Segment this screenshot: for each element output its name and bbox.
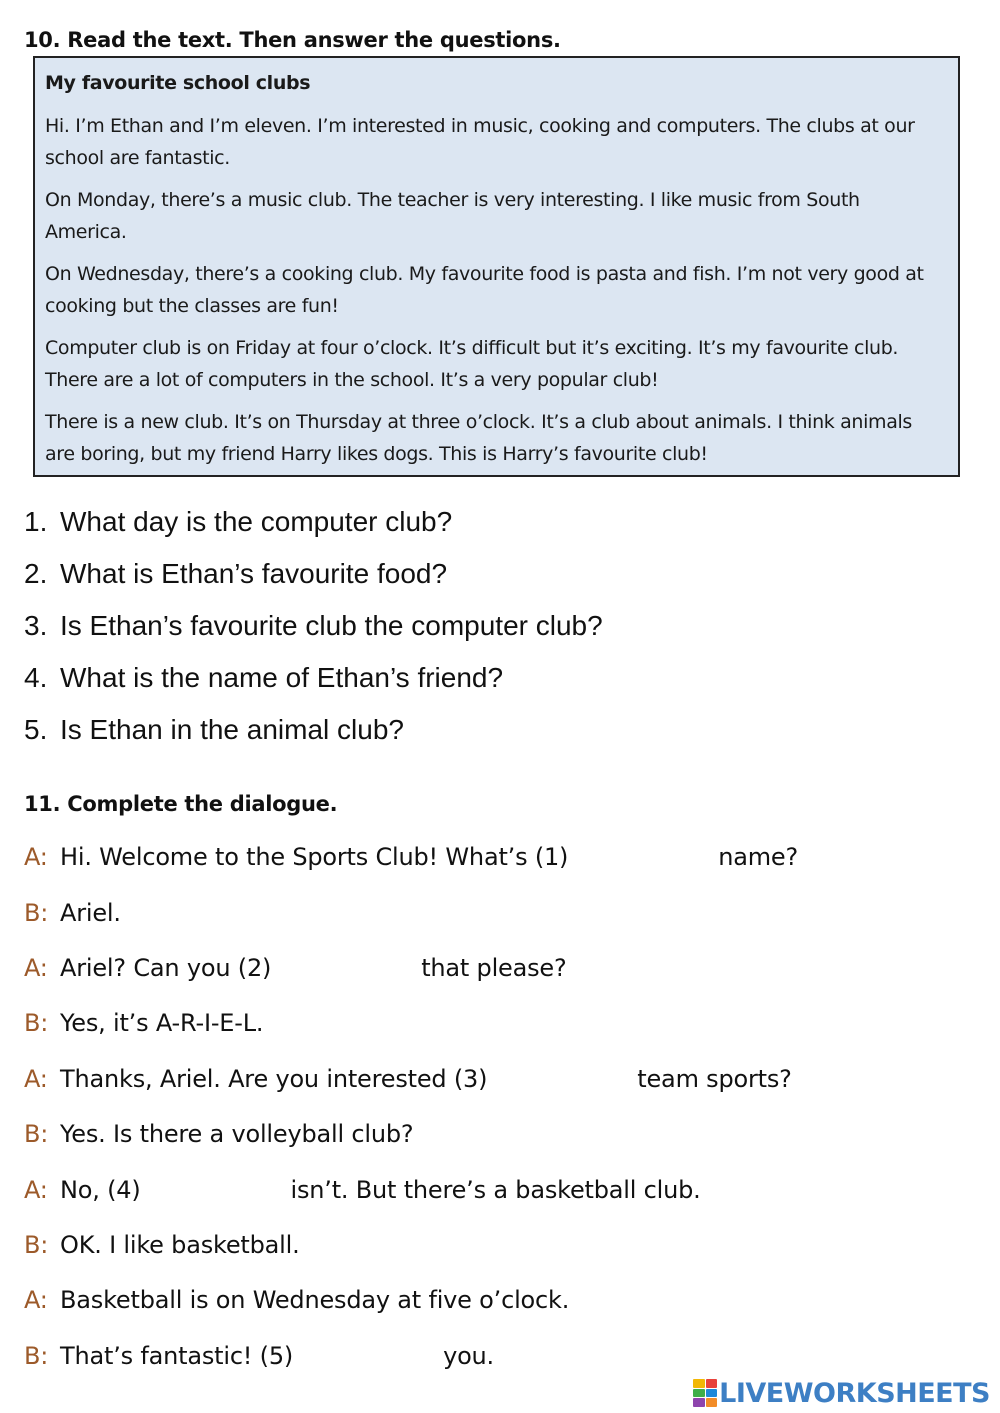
reading-paragraphs xyxy=(45,110,946,470)
speaker-label: A: xyxy=(24,843,48,872)
speaker-label: B: xyxy=(24,1341,49,1370)
answer-gap[interactable] xyxy=(271,953,421,983)
speaker-label: A: xyxy=(24,1064,48,1093)
question-item xyxy=(24,708,603,760)
speaker-label: B: xyxy=(24,1120,49,1149)
dialogue-line xyxy=(24,1162,964,1217)
answer-gap[interactable] xyxy=(487,1064,637,1094)
liveworksheets-logo-icon xyxy=(693,1379,717,1407)
dialogue-line xyxy=(24,1107,964,1162)
speaker-label: A: xyxy=(24,1286,48,1315)
logo-text: LIVEWORKSHEETS xyxy=(719,1377,990,1409)
dialogue-line xyxy=(24,830,964,885)
exercise-10-title: 10. Read the text. Then answer the questions. xyxy=(24,28,561,52)
dialogue-line xyxy=(24,996,964,1051)
dialogue-text: Thanks, Ariel. Are you interested (3) xyxy=(60,1064,488,1093)
answer-gap[interactable] xyxy=(293,1341,443,1371)
question-item xyxy=(24,656,603,708)
question-text: What is Ethan’s favourite food? xyxy=(60,558,448,589)
question-number: 5. xyxy=(24,714,48,745)
question-text: Is Ethan’s favourite club the computer club? xyxy=(60,610,603,641)
dialogue-line xyxy=(24,885,964,940)
dialogue-line xyxy=(24,1052,964,1107)
reading-paragraph: On Wednesday, there’s a cooking club. My favourite food is pasta and fish. I’m not very good at cooking but the classes are fun! xyxy=(45,263,924,317)
dialogue-text: Yes. Is there a volleyball club? xyxy=(60,1120,414,1149)
exercise-11-title: 11. Complete the dialogue. xyxy=(24,792,338,816)
dialogue-text: Ariel? Can you (2) xyxy=(60,953,272,982)
reading-paragraph: Computer club is on Friday at four o’clock. It’s difficult but it’s exciting. It’s my favourite club. There are a lot of computers in the school. It’s a very popular club! xyxy=(45,337,899,391)
reading-paragraph: There is a new club. It’s on Thursday at three o’clock. It’s a club about animals. I think animals are boring, but my friend Harry likes dogs. This is Harry’s favourite club! xyxy=(45,411,912,465)
dialogue-text-after: isn’t. But there’s a basketball club. xyxy=(290,1175,701,1204)
dialogue-line xyxy=(24,941,964,996)
logo-mark-tile xyxy=(693,1398,705,1407)
dialogue-text: No, (4) xyxy=(60,1175,141,1204)
dialogue-line xyxy=(24,1218,964,1273)
question-number: 2. xyxy=(24,558,48,589)
question-list xyxy=(24,500,603,760)
dialogue-text-after: name? xyxy=(718,843,799,872)
dialogue-text-after: that please? xyxy=(421,953,567,982)
reading-paragraph: On Monday, there’s a music club. The teacher is very interesting. I like music from South America. xyxy=(45,189,860,243)
logo-mark-tile xyxy=(706,1398,718,1407)
question-item xyxy=(24,552,603,604)
question-number: 4. xyxy=(24,662,48,693)
dialogue-text: Ariel. xyxy=(60,898,121,927)
reading-text-box xyxy=(33,56,960,477)
logo-mark-tile xyxy=(706,1379,718,1388)
speaker-label: A: xyxy=(24,1175,48,1204)
speaker-label: B: xyxy=(24,1009,49,1038)
question-number: 1. xyxy=(24,506,48,537)
answer-gap[interactable] xyxy=(568,843,718,873)
answer-gap[interactable] xyxy=(141,1175,291,1205)
dialogue-text-after: team sports? xyxy=(637,1064,792,1093)
dialogue-text: Basketball is on Wednesday at five o’clock. xyxy=(60,1286,570,1315)
speaker-label: B: xyxy=(24,898,49,927)
dialogue-text: Yes, it’s A-R-I-E-L. xyxy=(60,1009,264,1038)
dialogue xyxy=(24,830,964,1384)
speaker-label: A: xyxy=(24,953,48,982)
dialogue-text: That’s fantastic! (5) xyxy=(60,1341,294,1370)
logo-mark-tile xyxy=(693,1379,705,1388)
question-text: What day is the computer club? xyxy=(60,506,453,537)
reading-paragraph: Hi. I’m Ethan and I’m eleven. I’m interested in music, cooking and computers. The clubs at our school are fantastic. xyxy=(45,115,915,169)
question-item xyxy=(24,500,603,552)
dialogue-text: Hi. Welcome to the Sports Club! What’s (1) xyxy=(60,843,569,872)
speaker-label: B: xyxy=(24,1230,49,1259)
question-item xyxy=(24,604,603,656)
question-text: What is the name of Ethan’s friend? xyxy=(60,662,504,693)
logo-mark-tile xyxy=(706,1389,718,1398)
question-text: Is Ethan in the animal club? xyxy=(60,714,404,745)
liveworksheets-logo xyxy=(693,1376,990,1410)
reading-title: My favourite school clubs xyxy=(45,72,311,94)
logo-mark-tile xyxy=(693,1389,705,1398)
dialogue-line xyxy=(24,1273,964,1328)
dialogue-text-after: you. xyxy=(443,1341,494,1370)
question-number: 3. xyxy=(24,610,48,641)
dialogue-text: OK. I like basketball. xyxy=(60,1230,300,1259)
